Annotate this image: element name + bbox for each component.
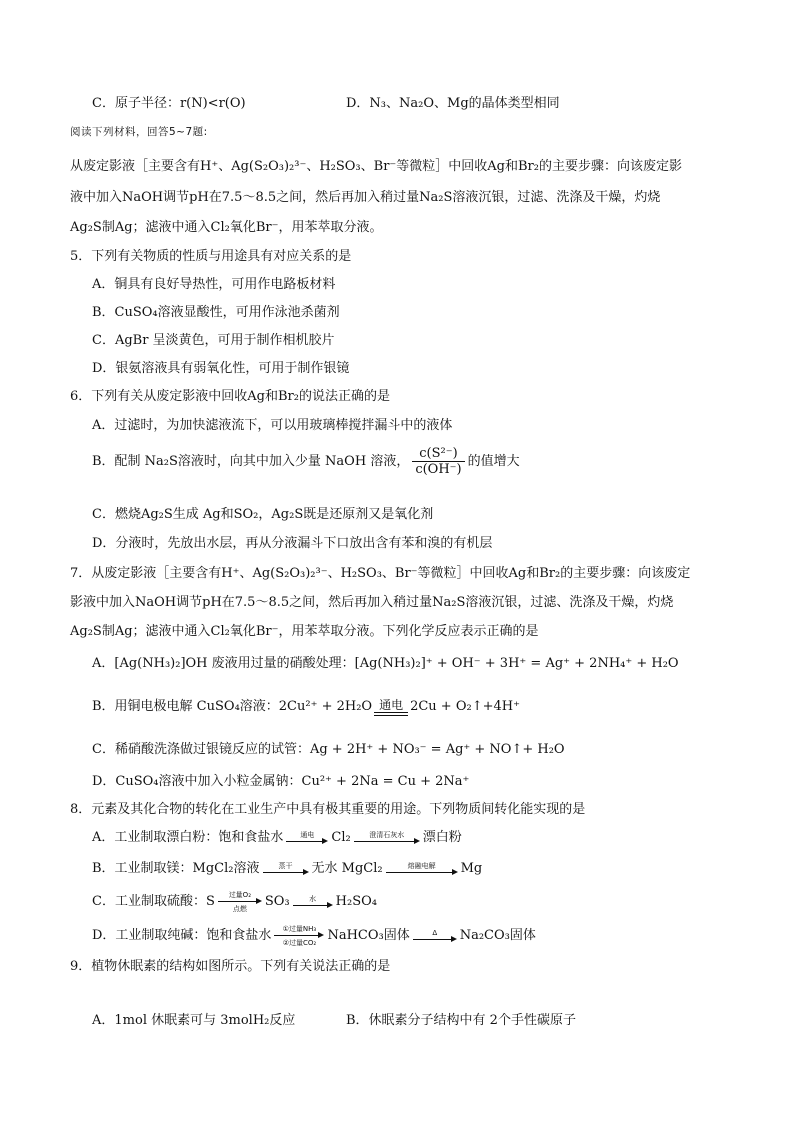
material-line-3: Ag₂S制Ag；滤液中通入Cl₂氧化Br⁻，用苯萃取分液。 bbox=[70, 220, 383, 235]
q8-d-cond-2: Δ bbox=[432, 928, 438, 937]
q6-option-b-text: B．配制 Na₂S溶液时，向其中加入少量 NaOH 溶液， bbox=[92, 454, 410, 469]
q7-condition-label: 通电 bbox=[379, 697, 404, 712]
q8-d-text: D．工业制取纯碱：饱和食盐水 bbox=[92, 928, 272, 943]
q8-c-mid: SO₃ bbox=[264, 894, 290, 909]
arrow-icon bbox=[274, 925, 324, 947]
q5-option-b: B．CuSO₄溶液显酸性，可用作泳池杀菌剂 bbox=[92, 305, 340, 320]
q9-stem: 9．植物休眠素的结构如图所示。下列有关说法正确的是 bbox=[70, 959, 391, 974]
q8-d-mid: NaHCO₃固体 bbox=[327, 928, 410, 943]
arrow-icon bbox=[218, 891, 262, 913]
q8-c-tail: H₂SO₄ bbox=[335, 894, 377, 909]
q5-option-a: A．铜具有良好导热性，可用作电路板材料 bbox=[92, 277, 336, 292]
q8-a-tail: 漂白粉 bbox=[422, 830, 462, 845]
q8-c-cond-1b: 点燃 bbox=[232, 904, 247, 913]
arrow-icon bbox=[293, 895, 333, 909]
q5-option-d: D．银氨溶液具有弱氧化性，可用于制作银镜 bbox=[92, 361, 350, 376]
q7-option-b-text: B．用铜电极电解 CuSO₄溶液：2Cu²⁺ + 2H₂O bbox=[92, 699, 373, 714]
q8-option-d bbox=[92, 924, 536, 948]
q8-option-c bbox=[92, 890, 377, 914]
arrow-icon bbox=[354, 831, 420, 845]
material-line-2: 液中加入NaOH调节pH在7.5～8.5之间，然后再加入稍过量Na₂S溶液沉银，过滤、洗涤及干燥，灼烧 bbox=[70, 190, 661, 205]
q7-line-3: Ag₂S制Ag；滤液中通入Cl₂氧化Br⁻，用苯萃取分液。下列化学反应表示正确的是 bbox=[70, 624, 539, 639]
q7-line-2: 影液中加入NaOH调节pH在7.5～8.5之间，然后再加入稍过量Na₂S溶液沉银，过滤、洗涤及干燥，灼烧 bbox=[70, 595, 674, 610]
q6-option-b-tail: 的值增大 bbox=[467, 454, 520, 469]
q6-option-b bbox=[92, 446, 520, 477]
q5-stem: 5．下列有关物质的性质与用途具有对应关系的是 bbox=[70, 249, 352, 264]
q8-b-mid: 无水 MgCl₂ bbox=[311, 861, 383, 876]
q7-option-c: C．稀硝酸洗涤做过银镜反应的试管：Ag + 2H⁺ + NO₃⁻ = Ag⁺ + NO↑+ H₂O bbox=[92, 742, 565, 757]
arrow-icon bbox=[413, 929, 457, 943]
q7-option-b bbox=[92, 694, 520, 720]
q6-stem: 6．下列有关从废定影液中回收Ag和Br₂的说法正确的是 bbox=[70, 389, 390, 404]
q7-option-d: D．CuSO₄溶液中加入小粒金属钠：Cu²⁺ + 2Na = Cu + 2Na⁺ bbox=[92, 774, 470, 789]
arrow-icon bbox=[286, 831, 328, 845]
q7-option-a: A．[Ag(NH₃)₂]OH 废液用过量的硝酸处理：[Ag(NH₃)₂]⁺ + OH⁻ + 3H⁺ = Ag⁺ + 2NH₄⁺ + H₂O bbox=[92, 656, 679, 671]
q8-d-cond-1: ①过量NH₃ bbox=[282, 924, 317, 933]
q7-option-b-tail: 2Cu + O₂↑+4H⁺ bbox=[410, 699, 520, 714]
q6-option-d: D．分液时，先放出水层，再从分液漏斗下口放出含有苯和溴的有机层 bbox=[92, 536, 493, 551]
q7-condition bbox=[374, 698, 408, 716]
q8-d-cond-1b: ②过量CO₂ bbox=[282, 938, 317, 947]
q6-fraction bbox=[412, 446, 464, 477]
q8-a-cond-2: 澄清石灰水 bbox=[369, 830, 405, 839]
q8-option-b bbox=[92, 858, 482, 880]
q8-c-cond-2: 水 bbox=[309, 894, 317, 903]
reading-intro: 阅读下列材料，回答5~7题: bbox=[70, 126, 208, 138]
q6-fraction-denominator: c(OH⁻) bbox=[415, 462, 462, 477]
q5-option-c: C．AgBr 呈淡黄色，可用于制作相机胶片 bbox=[92, 333, 335, 348]
q8-c-cond-1: 过量O₂ bbox=[228, 890, 252, 899]
q7-line-1: 7．从废定影液［主要含有H⁺、Ag(S₂O₃)₂³⁻、H₂SO₃、Br⁻等微粒］中回收Ag和Br₂的主要步骤：向该废定 bbox=[70, 566, 691, 581]
q6-option-a: A．过滤时，为加快滤液流下，可以用玻璃棒搅拌漏斗中的液体 bbox=[92, 418, 453, 433]
q4-option-c: C．原子半径：r(N)<r(O) bbox=[92, 96, 246, 111]
q8-b-cond-1: 蒸干 bbox=[278, 861, 293, 870]
q8-d-tail: Na₂CO₃固体 bbox=[459, 928, 536, 943]
q8-a-text: A．工业制取漂白粉：饱和食盐水 bbox=[92, 830, 284, 845]
q9-option-a: A．1mol 休眠素可与 3molH₂反应 bbox=[92, 1013, 296, 1028]
q8-stem: 8．元素及其化合物的转化在工业生产中具有极其重要的用途。下列物质间转化能实现的是 bbox=[70, 802, 586, 817]
material-line-1: 从废定影液［主要含有H⁺、Ag(S₂O₃)₂³⁻、H₂SO₃、Br⁻等微粒］中回收Ag和Br₂的主要步骤：向该废定影 bbox=[70, 159, 682, 174]
q4-option-d: D．N₃、Na₂O、Mg的晶体类型相同 bbox=[346, 96, 560, 111]
arrow-icon bbox=[263, 862, 309, 876]
q8-a-cond-1: 通电 bbox=[300, 830, 315, 839]
q8-c-text: C．工业制取硫酸：S bbox=[92, 894, 215, 909]
q8-a-mid: Cl₂ bbox=[331, 830, 351, 845]
q6-fraction-numerator: c(S²⁻) bbox=[412, 446, 464, 462]
q6-option-c: C．燃烧Ag₂S生成 Ag和SO₂，Ag₂S既是还原剂又是氧化剂 bbox=[92, 507, 434, 522]
q8-b-cond-2: 熔融电解 bbox=[407, 861, 436, 870]
q8-b-tail: Mg bbox=[460, 861, 483, 876]
q8-option-a bbox=[92, 827, 462, 849]
equals-sign-icon bbox=[374, 712, 408, 716]
q9-option-b: B．休眠素分子结构中有 2个手性碳原子 bbox=[346, 1013, 576, 1028]
arrow-icon bbox=[386, 862, 458, 876]
q8-b-text: B．工业制取镁：MgCl₂溶液 bbox=[92, 861, 260, 876]
